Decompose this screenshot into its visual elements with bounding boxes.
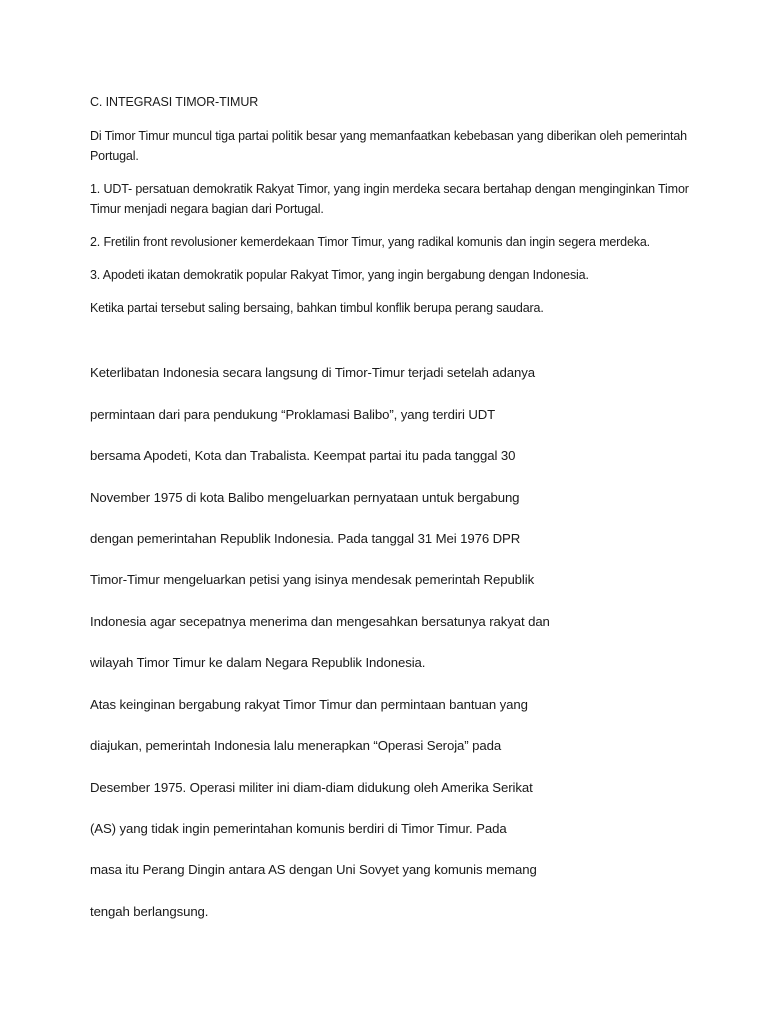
body-text-line: Timor-Timur mengeluarkan petisi yang isinya mendesak pemerintah Republik (90, 572, 535, 587)
body-text-line: Indonesia agar secepatnya menerima dan mengesahkan bersatunya rakyat dan (90, 614, 550, 629)
intro-paragraph: Di Timor Timur muncul tiga partai politik besar yang memanfaatkan kebebasan yang diberikan oleh pemerintah Portugal. (90, 129, 687, 163)
party-fretilin-paragraph: 2. Fretilin front revolusioner kemerdekaan Timor Timur, yang radikal komunis dan ingin segera merdeka. (90, 235, 650, 249)
body-text-line: tengah berlangsung. (90, 904, 209, 919)
body-text-line: dengan pemerintahan Republik Indonesia. Pada tanggal 31 Mei 1976 DPR (90, 531, 521, 546)
body-text-line: wilayah Timor Timur ke dalam Negara Republik Indonesia. (90, 655, 426, 670)
party-apodeti-paragraph: 3. Apodeti ikatan demokratik popular Rakyat Timor, yang ingin bergabung dengan Indonesia. (90, 268, 589, 282)
body-text-line: bersama Apodeti, Kota dan Trabalista. Keempat partai itu pada tanggal 30 (90, 448, 516, 463)
body-text-line: Atas keinginan bergabung rakyat Timor Timur dan permintaan bantuan yang (90, 697, 528, 712)
body-text-line: diajukan, pemerintah Indonesia lalu menerapkan “Operasi Seroja” pada (90, 738, 502, 753)
body-text-line: permintaan dari para pendukung “Proklamasi Balibo”, yang terdiri UDT (90, 407, 496, 422)
section-heading: C. INTEGRASI TIMOR-TIMUR (90, 95, 259, 109)
party-udt-paragraph: 1. UDT- persatuan demokratik Rakyat Timor, yang ingin merdeka secara bertahap dengan menginginkan Timor Timur menjadi negara bagian dari Portugal. (90, 182, 689, 216)
conflict-paragraph: Ketika partai tersebut saling bersaing, bahkan timbul konflik berupa perang saudara. (90, 301, 544, 315)
body-text-line: (AS) yang tidak ingin pemerintahan komunis berdiri di Timor Timur. Pada (90, 821, 507, 836)
body-text-line: Keterlibatan Indonesia secara langsung di Timor-Timur terjadi setelah adanya (90, 365, 535, 380)
body-text-line: November 1975 di kota Balibo mengeluarkan pernyataan untuk bergabung (90, 490, 520, 505)
body-text-line: masa itu Perang Dingin antara AS dengan Uni Sovyet yang komunis memang (90, 862, 537, 877)
body-text-line: Desember 1975. Operasi militer ini diam-diam didukung oleh Amerika Serikat (90, 780, 533, 795)
